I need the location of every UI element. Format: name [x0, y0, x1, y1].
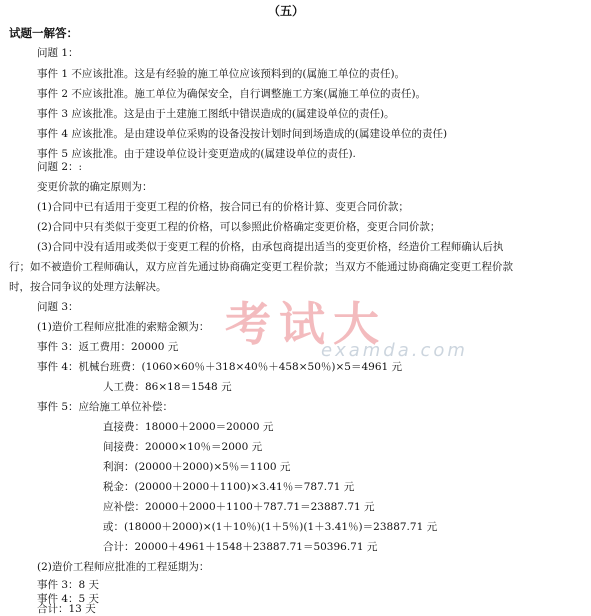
section-title: 试题一解答：: [9, 26, 78, 40]
watermark-text: 考试大: [225, 297, 387, 351]
q3-line: 事件 4：机械台班费：(1060×60％＋318×40％＋458×50％)×5＝4961 元: [37, 361, 403, 373]
q2-line: 时，按合同争议的处理方法解决。: [9, 281, 167, 293]
q1-line: 事件 2 不应该批准。施工单位为确保安全，自行调整施工方案(属施工单位的责任)。: [37, 88, 427, 100]
q2-line: (3)合同中没有适用或类似于变更工程的价格，由承包商提出适当的变更价格，经造价工程师确认后执: [37, 241, 504, 253]
q3-2-line: 事件 4：5 天: [37, 593, 100, 605]
q3-2-line: 事件 3：8 天: [37, 579, 100, 591]
q1-line: 事件 3 应该批准。这是由于土建施工图纸中错误造成的(属建设单位的责任)。: [37, 108, 395, 120]
q2-line: (1)合同中已有适用于变更工程的价格，按合同已有的价格计算、变更合同价款；: [37, 201, 409, 213]
q3-line: 利润：(20000＋2000)×5％＝1100 元: [103, 461, 291, 473]
section-heading: （五）: [268, 4, 305, 18]
q3-line: 直接费：18000＋2000＝20000 元: [103, 421, 274, 433]
q1-line: 事件 5 应该批准。由于建设单位设计变更造成的(属建设单位的责任).: [37, 148, 356, 160]
q3-2-line: 合计：13 天: [37, 603, 96, 615]
q3-line: 应补偿：20000＋2000＋1100＋787.71＝23887.71 元: [103, 501, 375, 513]
question-1-title: 问题 1：: [37, 47, 79, 59]
question-3-title: 问题 3：: [37, 301, 79, 313]
q3-intro: (1)造价工程师应批准的索赔金额为：: [37, 321, 210, 333]
q3-line: 人工费：86×18＝1548 元: [103, 381, 232, 393]
q3-line: 或：(18000＋2000)×(1＋10％)(1＋5％)(1＋3.41％)＝23887.71 元: [103, 521, 438, 533]
watermark-logo: [225, 288, 468, 361]
question-2-title: 问题 2：:: [37, 161, 83, 173]
q3-line: 税金：(20000＋2000＋1100)×3.41％＝787.71 元: [103, 481, 355, 493]
q3-line: 事件 5：应给施工单位补偿：: [37, 401, 174, 413]
q2-line: 行；如不被造价工程师确认，双方应首先通过协商确定变更工程价款；当双方不能通过协商确定变更工程价款: [9, 261, 513, 273]
q3-2-intro: (2)造价工程师应批准的工程延期为：: [37, 561, 210, 573]
q1-line: 事件 1 不应该批准。这是有经验的施工单位应该预料到的(属施工单位的责任)。: [37, 68, 406, 80]
q2-intro: 变更价款的确定原则为：: [37, 181, 153, 193]
q3-line: 合计：20000＋4961＋1548＋23887.71＝50396.71 元: [103, 541, 378, 553]
q2-line: (2)合同中只有类似于变更工程的价格，可以参照此价格确定变更价格，变更合同价款；: [37, 221, 441, 233]
q1-line: 事件 4 应该批准。是由建设单位采购的设备没按计划时间到场造成的(属建设单位的责任): [37, 128, 448, 140]
q3-line: 间接费：20000×10％＝2000 元: [103, 441, 263, 453]
q3-line: 事件 3：返工费用：20000 元: [37, 341, 179, 353]
watermark-url: examda.com: [321, 340, 468, 361]
